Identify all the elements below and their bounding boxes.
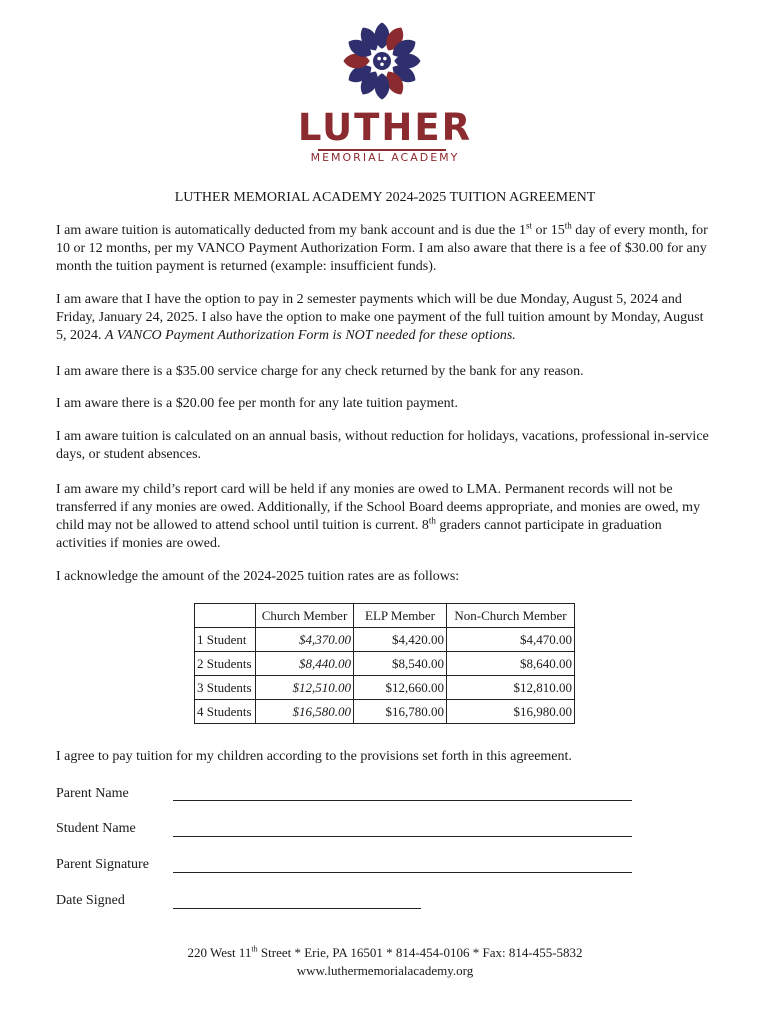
parent-signature-line[interactable] bbox=[173, 872, 632, 873]
table-header-row bbox=[195, 604, 575, 628]
paragraph-report-card: I am aware my child’s report card will be held if any monies are owed to LMA. Permanent records will not be transferred if any monies are owed. Additionally, if the School Board deems appropriate, and monies are owed, my child may not be allowed to attend school until tuition is current. 8th graders cannot participate in graduation activities if monies are owed. bbox=[56, 482, 701, 551]
church-rate-cell: $12,510.00 bbox=[256, 676, 354, 700]
table-corner-cell bbox=[195, 604, 256, 628]
document-title: LUTHER MEMORIAL ACADEMY 2024-2025 TUITION AGREEMENT bbox=[174, 190, 596, 205]
church-rate-cell: $8,440.00 bbox=[256, 652, 354, 676]
elp-rate-cell: $4,420.00 bbox=[354, 628, 447, 652]
table-row bbox=[195, 652, 575, 676]
parent-name-line[interactable] bbox=[173, 800, 632, 801]
church-rate-cell: $16,580.00 bbox=[256, 700, 354, 724]
row-label: 1 Student bbox=[195, 628, 256, 652]
non-church-rate-cell: $12,810.00 bbox=[447, 676, 575, 700]
header-non-church-member: Non-Church Member bbox=[447, 604, 575, 628]
student-name-line[interactable] bbox=[173, 836, 632, 837]
date-signed-label: Date Signed bbox=[56, 893, 125, 908]
footer-address: 220 West 11th Street * Erie, PA 16501 * 814-454-0106 * Fax: 814-455-5832 bbox=[187, 944, 583, 960]
row-label: 3 Students bbox=[195, 676, 256, 700]
parent-signature-label: Parent Signature bbox=[56, 857, 149, 872]
paragraph-annual-basis: I am aware tuition is calculated on an annual basis, without reduction for holidays, vacations, professional in-service days, or student absences. bbox=[56, 429, 709, 462]
header-church-member: Church Member bbox=[256, 604, 354, 628]
paragraph-agreement: I agree to pay tuition for my children according to the provisions set forth in this agreement. bbox=[56, 749, 572, 764]
table-row bbox=[195, 676, 575, 700]
paragraph-late-fee: I am aware there is a $20.00 fee per month for any late tuition payment. bbox=[56, 396, 458, 411]
rose-emblem-icon bbox=[341, 20, 423, 102]
church-rate-cell: $4,370.00 bbox=[256, 628, 354, 652]
paragraph-semester-payments: I am aware that I have the option to pay in 2 semester payments which will be due Monday, August 5, 2024 and Friday, January 24, 2025. I also have the option to make one payment of the full tuition amount by Monday, August 5, 2024. A VANCO Payment Authorization Form is NOT needed for these options. bbox=[56, 292, 704, 343]
header-elp-member: ELP Member bbox=[354, 604, 447, 628]
date-signed-line[interactable] bbox=[173, 908, 421, 909]
parent-name-label: Parent Name bbox=[56, 786, 129, 801]
table-row bbox=[195, 628, 575, 652]
non-church-rate-cell: $8,640.00 bbox=[447, 652, 575, 676]
paragraph-autodeduct: I am aware tuition is automatically deducted from my bank account and is due the 1st or 15th day of every month, for 10 or 12 months, per my VANCO Payment Authorization Form. I am also aware that there is a fee of $30.00 for any month the tuition payment is returned (example: insufficient funds). bbox=[56, 220, 708, 274]
footer-website: www.luthermemorialacademy.org bbox=[296, 963, 474, 978]
non-church-rate-cell: $16,980.00 bbox=[447, 700, 575, 724]
row-label: 4 Students bbox=[195, 700, 256, 724]
elp-rate-cell: $12,660.00 bbox=[354, 676, 447, 700]
paragraph-acknowledge-rates: I acknowledge the amount of the 2024-2025 tuition rates are as follows: bbox=[56, 569, 460, 584]
non-church-rate-cell: $4,470.00 bbox=[447, 628, 575, 652]
logo-wordmark: LUTHER bbox=[297, 106, 473, 149]
row-label: 2 Students bbox=[195, 652, 256, 676]
table-row bbox=[195, 700, 575, 724]
logo-subtitle: MEMORIAL ACADEMY bbox=[310, 151, 460, 164]
paragraph-check-fee: I am aware there is a $35.00 service charge for any check returned by the bank for any reason. bbox=[56, 364, 584, 379]
elp-rate-cell: $8,540.00 bbox=[354, 652, 447, 676]
school-logo bbox=[0, 0, 770, 175]
student-name-label: Student Name bbox=[56, 821, 136, 836]
elp-rate-cell: $16,780.00 bbox=[354, 700, 447, 724]
tuition-rates-table bbox=[194, 603, 575, 724]
